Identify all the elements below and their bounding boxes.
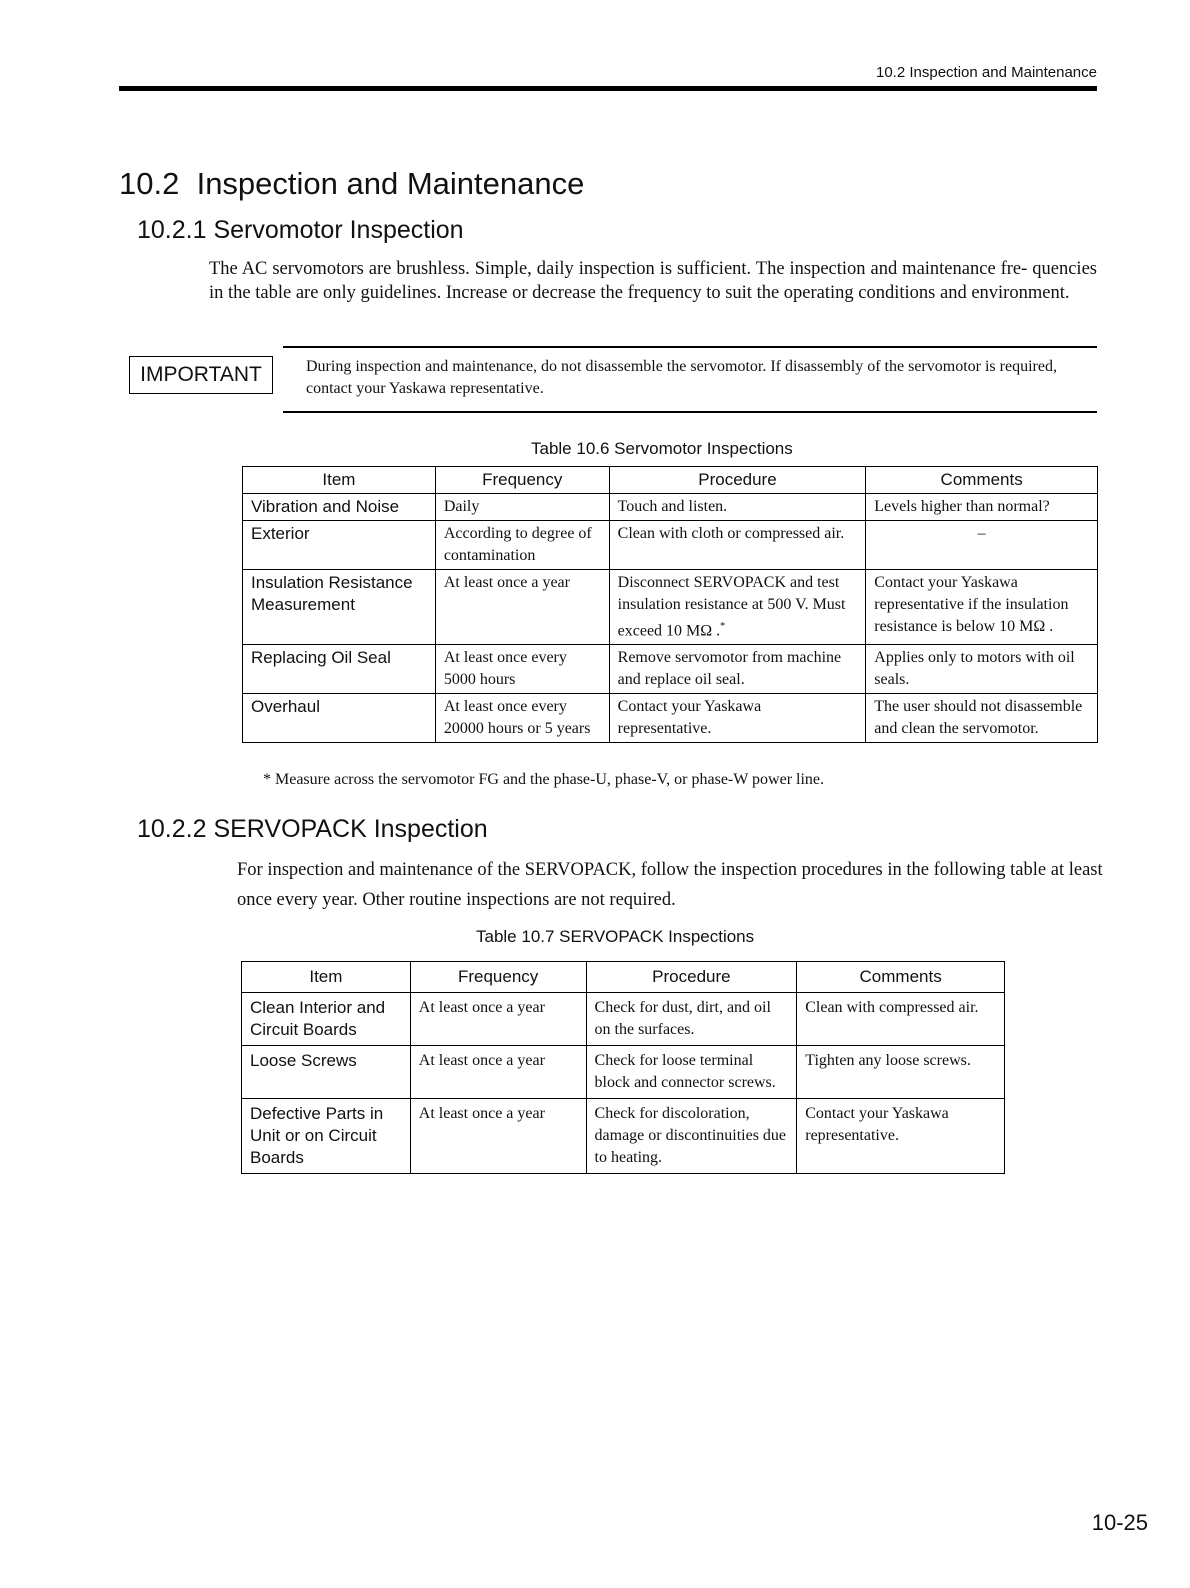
cell-frequency: At least once every 5000 hours [435,645,609,694]
subsection-heading-servopack: 10.2.2 SERVOPACK Inspection [137,815,488,843]
servomotor-intro-paragraph: The AC servomotors are brushless. Simple, daily inspection is sufficient. The inspection and maintenance fre- quencies in the table are only guidelines. Increase or decrease the frequency to suit the operating conditions and environment. [209,259,1097,303]
section-title [119,166,584,202]
table-caption-servomotor: Table 10.6 Servomotor Inspections [531,439,793,458]
header-comments: Comments [797,962,1005,993]
cell-comments: Applies only to motors with oil seals. [866,645,1098,694]
header-item: Item [242,962,411,993]
cell-item: Clean Interior and Circuit Boards [242,993,411,1046]
section-title-text: Inspection and Maintenance [196,166,585,201]
table-row [243,570,1098,645]
table-row [242,1099,1005,1174]
header-rule [119,86,1097,91]
header-item: Item [243,467,436,494]
table-row [243,494,1098,521]
cell-comments: Tighten any loose screws. [797,1046,1005,1099]
cell-item: Exterior [243,521,436,570]
cell-procedure: Check for discoloration, damage or discontinuities due to heating. [586,1099,797,1174]
servopack-inspections-table [241,961,1005,1174]
important-label: IMPORTANT [129,356,273,394]
section-number: 10.2 [119,166,180,201]
cell-item: Overhaul [243,694,436,743]
header-frequency: Frequency [410,962,586,993]
important-rule-top [283,346,1097,348]
cell-procedure: Remove servomotor from machine and replace oil seal. [609,645,866,694]
cell-procedure: Contact your Yaskawa representative. [609,694,866,743]
important-rule-bottom [283,411,1097,413]
cell-procedure: Check for dust, dirt, and oil on the surfaces. [586,993,797,1046]
cell-frequency: According to degree of contamination [435,521,609,570]
cell-item: Vibration and Noise [243,494,436,521]
cell-frequency: At least once a year [435,570,609,645]
cell-frequency: At least once a year [410,1046,586,1099]
servopack-intro-paragraph: For inspection and maintenance of the SERVOPACK, follow the inspection procedures in the following table at least once every year. Other routine inspections are not required. [237,860,1103,910]
cell-frequency: Daily [435,494,609,521]
cell-procedure: Touch and listen. [609,494,866,521]
important-text: During inspection and maintenance, do not disassemble the servomotor. If disassembly of the servomotor is required, contact your Yaskawa representative. [306,358,1057,397]
cell-item: Insulation Resistance Measurement [243,570,436,645]
header-comments: Comments [866,467,1098,494]
cell-comments: The user should not disassemble and clean the servomotor. [866,694,1098,743]
table-row [242,1046,1005,1099]
cell-comments: Levels higher than normal? [866,494,1098,521]
running-head: 10.2 Inspection and Maintenance [876,64,1097,81]
footnote-mark: * [720,621,726,632]
header-procedure: Procedure [609,467,866,494]
cell-comments: Contact your Yaskawa representative if the insulation resistance is below 10 MΩ . [866,570,1098,645]
cell-item: Replacing Oil Seal [243,645,436,694]
cell-frequency: At least once a year [410,1099,586,1174]
cell-frequency: At least once a year [410,993,586,1046]
table-row [243,645,1098,694]
cell-procedure [609,570,866,645]
subsection-heading-servomotor: 10.2.1 Servomotor Inspection [137,216,464,244]
cell-item: Defective Parts in Unit or on Circuit Boards [242,1099,411,1174]
header-procedure: Procedure [586,962,797,993]
cell-procedure: Check for loose terminal block and connector screws. [586,1046,797,1099]
table-footnote: * Measure across the servomotor FG and the phase-U, phase-V, or phase-W power line. [263,771,825,788]
table-header-row [243,467,1098,494]
cell-comments: – [866,521,1098,570]
table-row [242,993,1005,1046]
header-frequency: Frequency [435,467,609,494]
table-header-row [242,962,1005,993]
table-row [243,521,1098,570]
table-row [243,694,1098,743]
page-number: 10-25 [1091,1510,1148,1535]
cell-comments: Clean with compressed air. [797,993,1005,1046]
cell-item: Loose Screws [242,1046,411,1099]
procedure-text: Disconnect SERVOPACK and test insulation resistance at 500 V. Must exceed 10 MΩ . [617,574,846,640]
cell-procedure: Clean with cloth or compressed air. [609,521,866,570]
cell-frequency: At least once every 20000 hours or 5 years [435,694,609,743]
table-caption-servopack: Table 10.7 SERVOPACK Inspections [476,927,755,946]
cell-comments: Contact your Yaskawa representative. [797,1099,1005,1174]
servomotor-inspections-table [242,466,1098,743]
